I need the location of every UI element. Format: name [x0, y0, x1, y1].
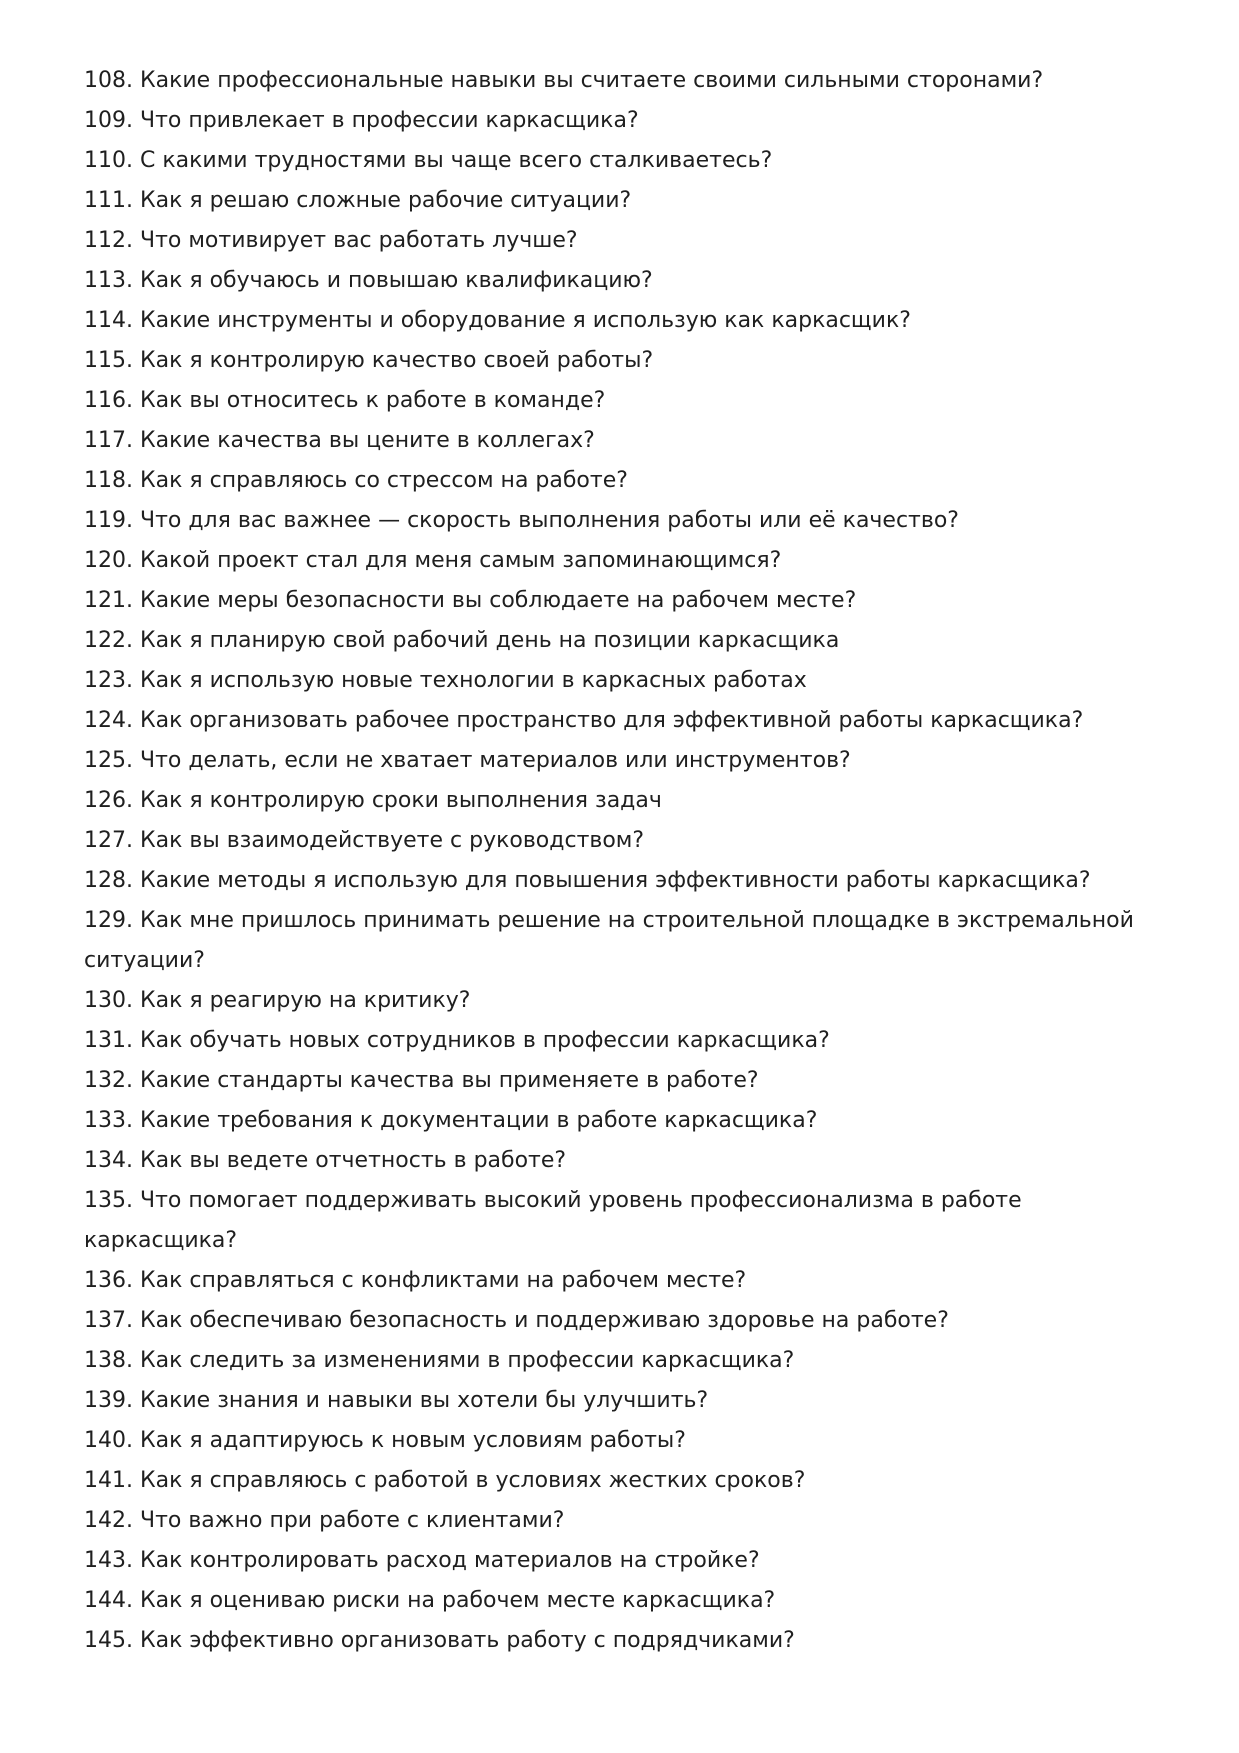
question-number: 142.	[84, 1508, 133, 1533]
question-item	[84, 781, 1164, 821]
question-number: 127.	[84, 828, 133, 853]
question-text: Как вы взаимодействуете с руководством?	[139, 828, 645, 853]
question-number: 139.	[84, 1388, 133, 1413]
question-number: 118.	[84, 468, 133, 493]
question-item	[84, 341, 1164, 381]
question-text: Как вы относитесь к работе в команде?	[139, 388, 606, 413]
question-item	[84, 1541, 1164, 1581]
question-item	[84, 741, 1164, 781]
question-item	[84, 661, 1164, 701]
question-number: 135.	[84, 1188, 133, 1213]
question-item	[84, 1461, 1164, 1501]
question-number: 115.	[84, 348, 133, 373]
question-item	[84, 61, 1164, 101]
question-number: 145.	[84, 1628, 133, 1653]
question-text: Как я использую новые технологии в каркасных работах	[139, 668, 807, 693]
question-text: Как обеспечиваю безопасность и поддерживаю здоровье на работе?	[139, 1308, 949, 1333]
question-number: 136.	[84, 1268, 133, 1293]
question-item	[84, 141, 1164, 181]
question-number: 131.	[84, 1028, 133, 1053]
question-text: Какой проект стал для меня самым запоминающимся?	[139, 548, 782, 573]
question-item	[84, 981, 1164, 1021]
question-text: Какие профессиональные навыки вы считаете своими сильными сторонами?	[139, 68, 1044, 93]
question-number: 110.	[84, 148, 133, 173]
question-item	[84, 181, 1164, 221]
question-number: 134.	[84, 1148, 133, 1173]
question-number: 133.	[84, 1108, 133, 1133]
question-text: Какие знания и навыки вы хотели бы улучшить?	[139, 1388, 709, 1413]
question-number: 137.	[84, 1308, 133, 1333]
question-number: 121.	[84, 588, 133, 613]
question-text: Как я справляюсь со стрессом на работе?	[139, 468, 628, 493]
question-number: 140.	[84, 1428, 133, 1453]
question-text: Как я справляюсь с работой в условиях жестких сроков?	[139, 1468, 806, 1493]
question-item	[84, 821, 1164, 861]
question-item	[84, 1261, 1164, 1301]
question-text: Как следить за изменениями в профессии каркасщика?	[139, 1348, 795, 1373]
question-item	[84, 1061, 1164, 1101]
question-number: 144.	[84, 1588, 133, 1613]
question-number: 111.	[84, 188, 133, 213]
question-number: 114.	[84, 308, 133, 333]
question-item	[84, 1141, 1164, 1181]
question-item	[84, 301, 1164, 341]
question-item	[84, 701, 1164, 741]
question-number: 112.	[84, 228, 133, 253]
question-number: 125.	[84, 748, 133, 773]
question-number: 132.	[84, 1068, 133, 1093]
question-text: Как организовать рабочее пространство для эффективной работы каркасщика?	[139, 708, 1084, 733]
question-text: Что важно при работе с клиентами?	[139, 1508, 565, 1533]
question-text: Что привлекает в профессии каркасщика?	[139, 108, 639, 133]
question-number: 143.	[84, 1548, 133, 1573]
question-text: Как обучать новых сотрудников в профессии каркасщика?	[139, 1028, 830, 1053]
question-item	[84, 421, 1164, 461]
question-number: 120.	[84, 548, 133, 573]
question-text: Какие стандарты качества вы применяете в работе?	[139, 1068, 759, 1093]
question-text: Что для вас важнее — скорость выполнения работы или её качество?	[139, 508, 959, 533]
question-number: 117.	[84, 428, 133, 453]
question-number: 122.	[84, 628, 133, 653]
question-item	[84, 381, 1164, 421]
question-number: 123.	[84, 668, 133, 693]
question-number: 129.	[84, 908, 133, 933]
question-number: 138.	[84, 1348, 133, 1373]
question-text: Как я реагирую на критику?	[139, 988, 471, 1013]
question-number: 124.	[84, 708, 133, 733]
question-item	[84, 101, 1164, 141]
document-page	[84, 61, 1164, 1661]
question-item	[84, 501, 1164, 541]
question-item	[84, 261, 1164, 301]
question-number: 119.	[84, 508, 133, 533]
question-item	[84, 621, 1164, 661]
question-text: Как эффективно организовать работу с подрядчиками?	[139, 1628, 795, 1653]
question-number: 130.	[84, 988, 133, 1013]
question-item	[84, 581, 1164, 621]
question-text: Как я контролирую сроки выполнения задач	[139, 788, 662, 813]
question-number: 109.	[84, 108, 133, 133]
question-item	[84, 541, 1164, 581]
question-item	[84, 1421, 1164, 1461]
question-number: 128.	[84, 868, 133, 893]
question-item	[84, 1181, 1164, 1261]
question-item	[84, 1621, 1164, 1661]
question-item	[84, 1101, 1164, 1141]
question-text: Какие методы я использую для повышения эффективности работы каркасщика?	[139, 868, 1091, 893]
question-text: Как я контролирую качество своей работы?	[139, 348, 654, 373]
question-text: Какие меры безопасности вы соблюдаете на рабочем месте?	[139, 588, 857, 613]
question-text: Что помогает поддерживать высокий уровень профессионализма в работе каркасщика?	[84, 1188, 1022, 1253]
question-text: Какие требования к документации в работе каркасщика?	[139, 1108, 818, 1133]
question-item	[84, 1381, 1164, 1421]
question-text: Как я решаю сложные рабочие ситуации?	[139, 188, 632, 213]
question-text: Как справляться с конфликтами на рабочем месте?	[139, 1268, 747, 1293]
question-list	[84, 61, 1164, 1661]
question-item	[84, 1021, 1164, 1061]
question-text: Как я оцениваю риски на рабочем месте каркасщика?	[139, 1588, 776, 1613]
question-number: 141.	[84, 1468, 133, 1493]
question-item	[84, 221, 1164, 261]
question-text: Как я адаптируюсь к новым условиям работы?	[139, 1428, 686, 1453]
question-item	[84, 1301, 1164, 1341]
question-item	[84, 901, 1164, 981]
question-text: Что мотивирует вас работать лучше?	[139, 228, 578, 253]
question-item	[84, 1341, 1164, 1381]
question-text: Как контролировать расход материалов на стройке?	[139, 1548, 760, 1573]
question-text: Как мне пришлось принимать решение на строительной площадке в экстремальной ситуации?	[84, 908, 1134, 973]
question-number: 108.	[84, 68, 133, 93]
question-number: 126.	[84, 788, 133, 813]
question-text: Как я планирую свой рабочий день на позиции каркасщика	[139, 628, 840, 653]
question-item	[84, 861, 1164, 901]
question-text: Как вы ведете отчетность в работе?	[139, 1148, 567, 1173]
question-item	[84, 1501, 1164, 1541]
question-text: Как я обучаюсь и повышаю квалификацию?	[139, 268, 653, 293]
question-text: Какие инструменты и оборудование я использую как каркасщик?	[139, 308, 911, 333]
question-text: Что делать, если не хватает материалов или инструментов?	[139, 748, 851, 773]
question-text: С какими трудностями вы чаще всего сталкиваетесь?	[139, 148, 773, 173]
question-text: Какие качества вы цените в коллегах?	[139, 428, 595, 453]
question-number: 113.	[84, 268, 133, 293]
question-item	[84, 461, 1164, 501]
question-item	[84, 1581, 1164, 1621]
question-number: 116.	[84, 388, 133, 413]
